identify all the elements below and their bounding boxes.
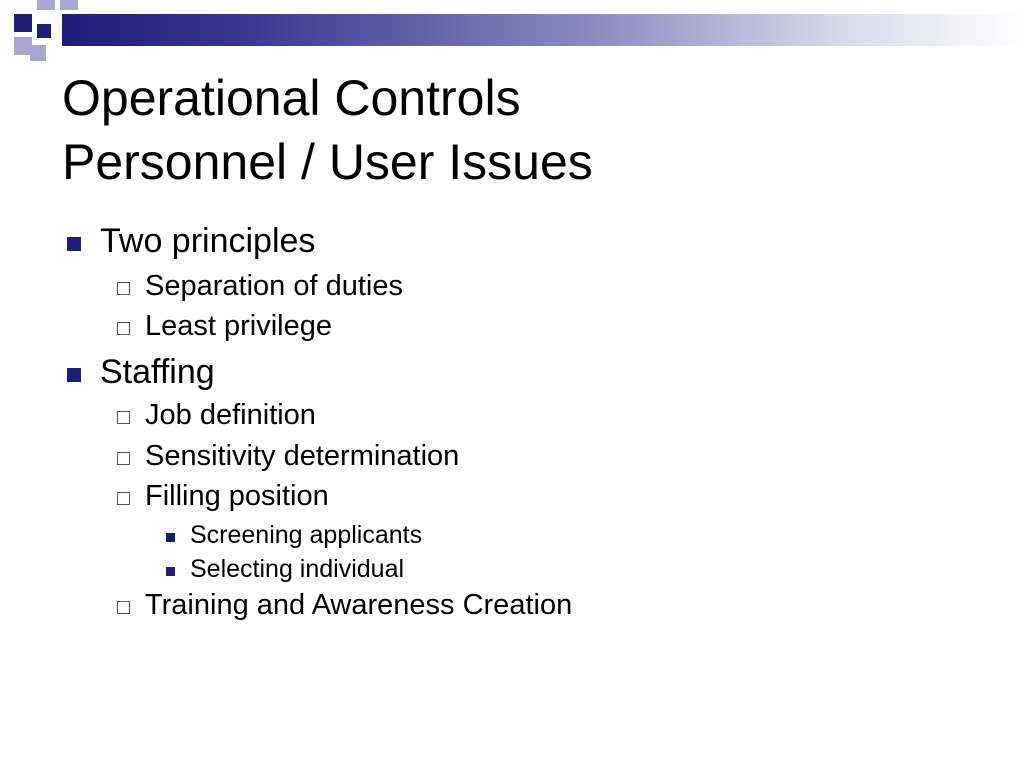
hollow-square-bullet-icon (117, 452, 130, 465)
filled-square-bullet-icon (67, 368, 81, 382)
slide-title-line2: Personnel / User Issues (62, 134, 593, 190)
bullet-separation-of-duties: Separation of duties (145, 270, 403, 302)
slide-title-line1: Operational Controls (62, 70, 521, 126)
bullet-staffing: Staffing (100, 353, 215, 391)
bullet-training-and-awareness: Training and Awareness Creation (145, 589, 573, 621)
bullet-filling-position: Filling position (145, 480, 329, 512)
hollow-square-bullet-icon (117, 492, 130, 505)
small-filled-square-bullet-icon (166, 567, 175, 576)
bullet-sensitivity-determination: Sensitivity determination (145, 440, 460, 472)
hollow-square-bullet-icon (117, 411, 130, 424)
bullet-screening-applicants: Screening applicants (190, 521, 423, 549)
filled-square-bullet-icon (67, 237, 81, 251)
hollow-square-bullet-icon (117, 282, 130, 295)
hollow-square-bullet-icon (117, 601, 130, 614)
small-filled-square-bullet-icon (166, 533, 175, 542)
bullet-least-privilege: Least privilege (145, 310, 332, 342)
bullet-job-definition: Job definition (145, 399, 316, 431)
bullet-two-principles: Two principles (100, 222, 316, 260)
bullet-selecting-individual: Selecting individual (190, 555, 405, 583)
hollow-square-bullet-icon (117, 322, 130, 335)
